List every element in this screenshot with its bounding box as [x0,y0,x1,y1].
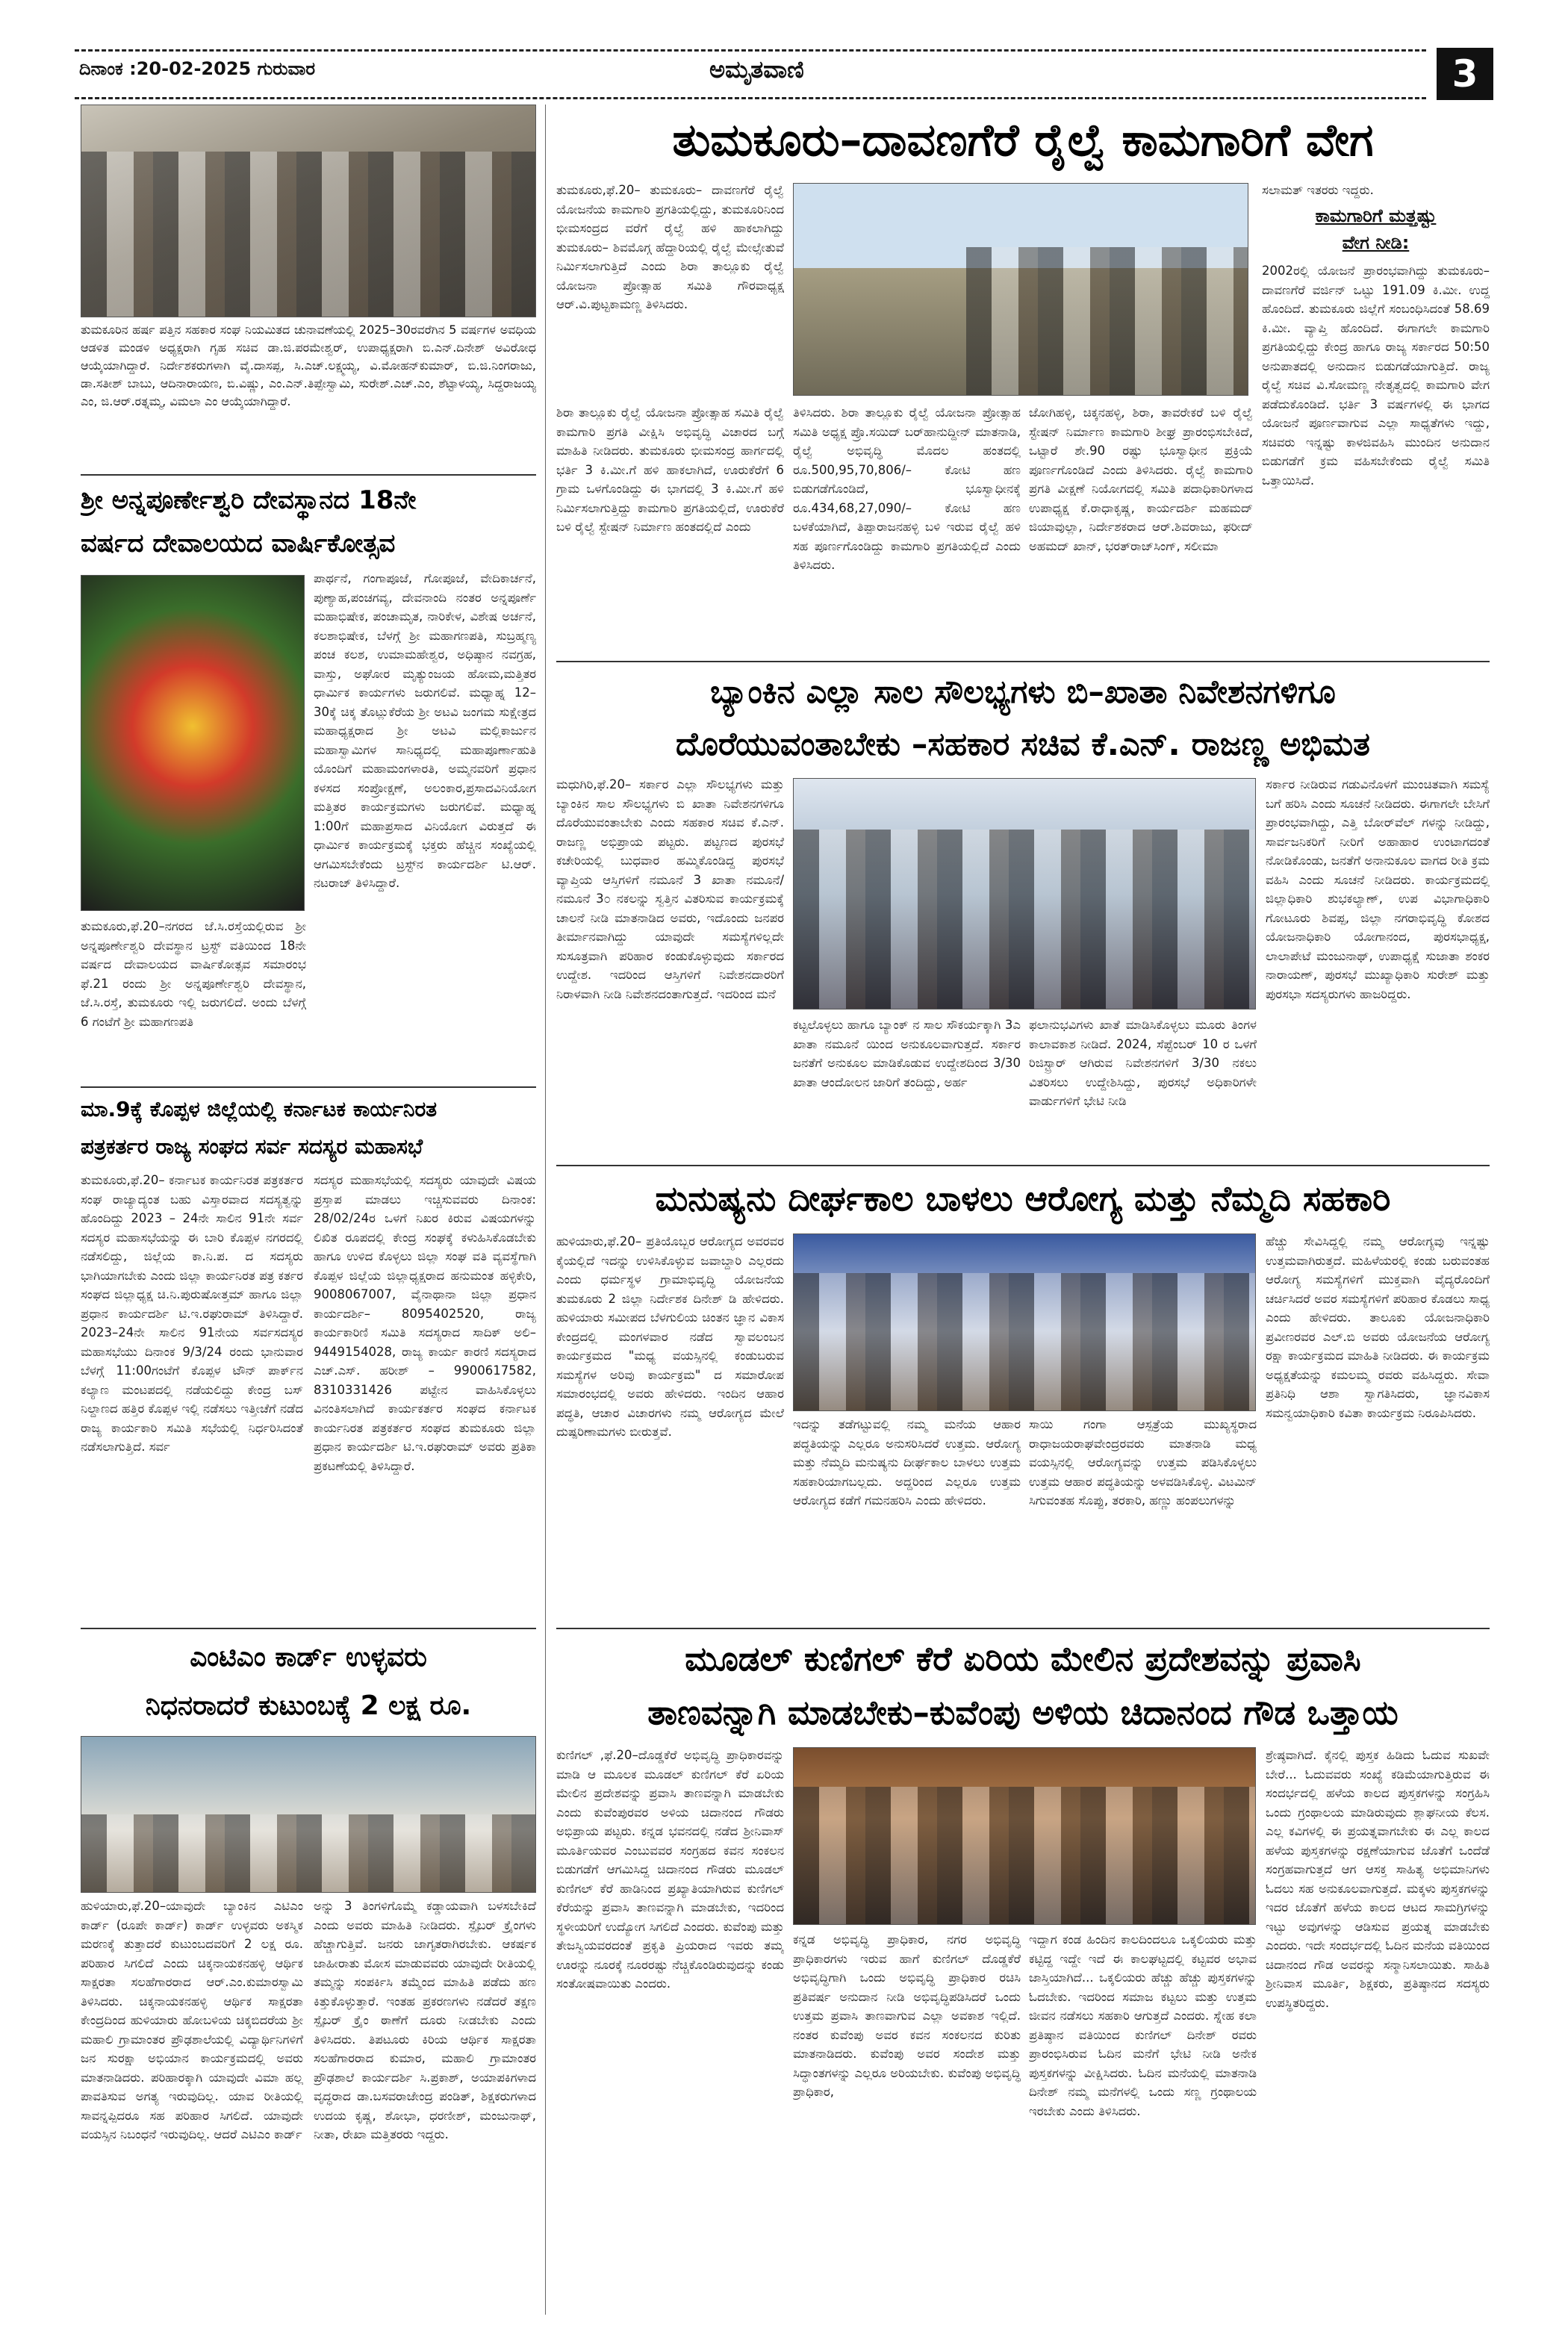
journalists-body-right: ಸದಸ್ಯರ ಮಹಾಸಭೆಯಲ್ಲಿ ಸದಸ್ಯರು ಯಾವುದೇ ವಿಷಯ ಪ್ರಸ್ತಾಪ ಮಾಡಲು ಇಚ್ಚಿಸುವವರು ದಿನಾಂಕ: 28/02/24ರ ಒಳಗೆ ನಿಖರ ಕಿರುವ ವಿಷಯಗಳನ್ನು ಲಿಖಿತ ರೂಪದಲ್ಲಿ ಕೇಂದ್ರ ಸಂಘಕ್ಕೆ ಕಳುಹಿಸಿಕೊಡಬೇಕು ಹಾಗೂ ಉಳಿದ ಕೊಳ್ಳಲು ಜಿಲ್ಲಾ ಸಂಘ ವತಿ ವ್ಯವಸ್ಥೆಗಾಗಿ ಕೊಪ್ಪಳ ಜಿಲ್ಲೆಯ ಜಿಲ್ಲಾಧ್ಯಕ್ಷರಾದ ಹನುಮಂತ ಹಳ್ಳಿಕೇರಿ, 9008067007, ವೈನಾಥಾನಾ ಜಿಲ್ಲಾ ಪ್ರಧಾನ ಕಾರ್ಯದರ್ಶಿ– 8095402520, ರಾಜ್ಯ ಕಾರ್ಯಕಾರಿಣಿ ಸಮಿತಿ ಸದಸ್ಯರಾದ ಸಾದಿಕ್ ಅಲಿ– 9449154028, ರಾಜ್ಯ ಕಾರ್ಯ ಕಾರಣಿ ಸದಸ್ಯರಾದ ಎಚ್.ಎಸ್. ಹರೀಶ್ – 9900617582, 8310331426 ಪಟ್ಟೇನ ವಾಹಿಸಿಕೊಳ್ಳಲು ವಿನಂತಿಸಲಾಗಿದೆ ಕಾರ್ಯಕರ್ತರ ಸಂಘದ ಕರ್ನಾಟಕ ಕಾರ್ಯನಿರತ ಪತ್ರಕರ್ತರ ಸಂಘದ ತುಮಕೂರು ಜಿಲ್ಲಾ ಪ್ರಧಾನ ಕಾರ್ಯದರ್ಶಿ ಟಿ.ಇ.ರಘುರಾಮ್ ಅವರು ಪ್ರತಿಕಾ ಪ್ರಕಟಣೆಯಲ್ಲಿ ತಿಳಿಸಿದ್ದಾರೆ. [314,1173,536,1473]
kunigal-headline-line2: ತಾಣವನ್ನಾಗಿ ಮಾಡಬೇಕು–ಕುವೆಂಪು ಅಳಿಯ ಚಿದಾನಂದ ಗೌಡ ಒತ್ತಾಯ [647,1693,1399,1732]
divider [81,1628,536,1629]
divider [556,1165,1490,1166]
bank-col1: ಮಧುಗಿರಿ,ಫೆ.20– ಸರ್ಕಾರ ಎಲ್ಲಾ ಸೌಲಭ್ಯಗಳು ಮತ್ತು ಬ್ಯಾಂಕಿನ ಸಾಲ ಸೌಲಭ್ಯಗಳು ಬಿ ಖಾತಾ ನಿವೇಶನಗಳಿಗೂ ದೊರೆಯುವಂತಾಬೇಕು ಎಂದು ಸಹಕಾರ ಸಚಿವ ಕೆ.ಎನ್. ರಾಜಣ್ಣ ಅಭಿಪ್ರಾಯ ಪಟ್ಟರು. ಪಟ್ಟಣದ ಪುರಸಭೆ ಕಚೇರಿಯಲ್ಲಿ ಬುಧವಾರ ಹಮ್ಮಿಕೊಂಡಿದ್ದ ಪುರಸಭೆ ವ್ಯಾಪ್ತಿಯ ಆಸ್ತಿಗಳಿಗೆ ನಮೂನೆ 3 ಖಾತಾ ನಮೂನೆ/ ನಮೂನೆ 3೦ ನಕಲನ್ನು ಸ್ವತ್ತಿನ ವಿತರಿಸುವ ಕಾರ್ಯಕ್ರಮಕ್ಕೆ ಚಾಲನೆ ನೀಡಿ ಮಾತನಾಡಿದ ಅವರು, ಇದೊಂದು ಜನಪರ ತೀರ್ಮಾನವಾಗಿದ್ದು ಯಾವುದೇ ಸಮಸ್ಯೆಗಳಿಲ್ಲದೇ ಸುಸೂತ್ರವಾಗಿ ಪರಿಹಾರ ಕಂಡುಕೊಳ್ಳುವುದು ಸರ್ಕಾರದ ಉದ್ದೇಶ. ಇದರಿಂದ ಆಸ್ತಿಗಳಿಗೆ ನಿವೇಶನದಾರರಿಗೆ ನಿರಾಳವಾಗಿ ನೀಡಿ ನಿವೇಶನದಂತಾಗುತ್ತದೆ. ಇದರಿಂದ ಮನೆ [556,777,784,1001]
bank-col4: ಸರ್ಕಾರ ನೀಡಿರುವ ಗಡುವಿನೊಳಗೆ ಮುಂಚಿತವಾಗಿ ಸಮಸ್ಯೆ ಬಗೆ ಹರಿಸಿ ಎಂದು ಸೂಚನೆ ನೀಡಿದರು. ಈಗಾಗಲೇ ಬೇಸಿಗೆ ಪ್ರಾರಂಭವಾಗಿದ್ದು, ಎತ್ತಿ ಬೋರ್‌ವೆಲ್ ಗಳನ್ನು ನೀಡಿದ್ದು, ಸಾರ್ವಜನಿಕರಿಗೆ ನೀರಿಗೆ ಅಹಾಹಾರ ಉಂಟಾಗದಂತೆ ನೋಡಿಕೊಂಡು, ಜನತೆಗೆ ಅನಾನುಕೂಲ ವಾಗದ ರೀತಿ ಕ್ರಮ ವಹಿಸಿ ಎಂದು ಸೂಚನೆ ನೀಡಿದರು. ಕಾರ್ಯಕ್ರಮದಲ್ಲಿ ಜಿಲ್ಲಾಧಿಕಾರಿ ಶುಭಕಲ್ಯಾಣ್, ಉಪ ವಿಭಾಗಾಧಿಕಾರಿ ಗೋಟೂರು ಶಿವಪ್ಪ, ಜಿಲ್ಲಾ ನಗರಾಭಿವೃದ್ಧಿ ಕೋಶದ ಯೋಜನಾಧಿಕಾರಿ ಯೋಗಾನಂದ, ಪುರಸಭಾಧ್ಯಕ್ಷ, ಲಾಲಾಪೇಟೆ ಮಂಜುನಾಥ್, ಉಪಾಧ್ಯಕ್ಷೆ ಸುಜಾತಾ ಶಂಕರ ನಾರಾಯಣ್, ಪುರಸಭೆ ಮುಖ್ಯಾಧಿಕಾರಿ ಸುರೇಶ್ ಮತ್ತು ಪುರಸಭಾ ಸದಸ್ಯರುಗಳು ಹಾಜರಿದ್ದರು. [1266,777,1490,1001]
railway-headline: ತುಮಕೂರು–ದಾವಣಗೆರೆ ರೈಲ್ವೆ ಕಾಮಗಾರಿಗೆ ವೇಗ [672,114,1374,167]
newspaper-title: ಅಮೃತವಾಣಿ [709,55,804,84]
temple-headline-line2: ವರ್ಷದ ದೇವಾಲಯದ ವಾರ್ಷಿಕೋತ್ಸವ [81,529,396,559]
bank-headline-line2: ದೊರೆಯುವಂತಾಬೇಕು –ಸಹಕಾರ ಸಚಿವ ಕೆ.ಎನ್. ರಾಜಣ್ಣ ಅಭಿಮತ [676,726,1370,763]
atm-headline-line1: ಎಂಟಿಎಂ ಕಾರ್ಡ್ ಉಳ್ಳವರು [190,1642,427,1673]
atm-awareness-photo [81,1736,536,1893]
atm-headline-line2: ನಿಧನರಾದರೆ ಕುಟುಂಬಕ್ಕೆ 2 ಲಕ್ಷ ರೂ. [145,1690,472,1721]
masthead [75,45,1493,105]
kunigal-col1b: ಕನ್ನಡ ಅಭಿವೃದ್ಧಿ ಪ್ರಾಧಿಕಾರ, ನಗರ ಅಭಿವೃದ್ಧಿ ಪ್ರಾಧಿಕಾರಗಳು ಇರುವ ಹಾಗೆ ಕುಣಿಗಲ್ ದೊಡ್ಡಕೆರೆ ಅಭಿವೃದ್ಧಿಗಾಗಿ ಒಂದು ಅಭಿವೃದ್ಧಿ ಪ್ರಾಧಿಕಾರ ರಚಿಸಿ ಪ್ರತಿವರ್ಷ ಅನುದಾನ ನೀಡಿ ಅಭಿವೃದ್ಧಿಪಡಿಸಿದರೆ ಒಂದು ಉತ್ತಮ ಪ್ರವಾಸಿ ತಾಣವಾಗುವ ಎಲ್ಲಾ ಅವಕಾಶ ಇಲ್ಲಿದೆ. ನಂತರ ಕುವೆಂಪು ಅವರ ಕವನ ಸಂಕಲನದ ಕುರಿತು ಮಾತನಾಡಿದರು. ಕುವೆಂಪು ಅವರ ಸಂದೇಶ ಮತ್ತು ಸಿದ್ಧಾಂತಗಳನ್ನು ಎಲ್ಲರೂ ಅರಿಯಬೇಕು. ಕುವೆಂಪು ಅಭಿವೃದ್ಧಿ ಪ್ರಾಧಿಕಾರ, [793,1932,1021,2099]
masthead-bottom-rule [75,97,1426,99]
railway-col3: ಜೋಗಿಹಳ್ಳಿ, ಚಿಕ್ಕನಹಳ್ಳಿ, ಶಿರಾ, ತಾವರೇಕರೆ ಬಳಿ ರೈಲ್ವೆ ಸ್ಟೇಷನ್ ನಿರ್ಮಾಣ ಕಾಮಗಾರಿ ಶೀಘ್ರ ಪ್ರಾರಂಭಿಸಬೇಕಿದೆ, ಒಟ್ಟಾರೆ ಶೇ.90 ರಷ್ಟು ಭೂಸ್ವಾಧೀನ ಪ್ರಕ್ರಿಯೆ ಪೂರ್ಣಗೊಂಡಿದೆ ಎಂದು ತಿಳಿಸಿದರು. ರೈಲ್ವೆ ಕಾಮಗಾರಿ ಪ್ರಗತಿ ವೀಕ್ಷಣೆ ನಿಯೋಗದಲ್ಲಿ ಸಮಿತಿ ಪದಾಧಿಕಾರಿಗಳಾದ ಉಪಾಧ್ಯಕ್ಷ ಕೆ.ರಾಧಾಕೃಷ್ಣ, ಕಾರ್ಯದರ್ಶಿ ಮಹಮದ್ ಜಿಯಾವುಲ್ಲಾ, ನಿರ್ದೇಶಕರಾದ ಆರ್.ಶಿವರಾಜು, ಫರೀದ್ ಅಹಮದ್ ಖಾನ್, ಭರತ್‌ರಾಜ್‌ಸಿಂಗ್, ಸಲೀಮಾ [1029,405,1253,553]
cooperative-election-photo [81,105,536,317]
page-number: 3 [1437,48,1493,100]
bank-col3: ಫಲಾನುಭವಿಗಳು ಖಾತೆ ಮಾಡಿಸಿಕೊಳ್ಳಲು ಮೂರು ತಿಂಗಳ ಕಾಲಾವಕಾಶ ನೀಡಿದೆ. 2024, ಸೆಪ್ಟೆಂಬರ್ 10 ರ ಒಳಗೆ ರಿಜಿಸ್ಟ್ರಾರ್ ಆಗಿರುವ ನಿವೇಶನಗಳಿಗೆ 3/30 ನಕಲು ವಿತರಿಸಲು ಉದ್ದೇಶಿಸಿದ್ದು, ಪುರಸಭೆ ಅಧಿಕಾರಿಗಳೇ ವಾರ್ಡುಗಳಿಗೆ ಭೇಟಿ ನೀಡಿ [1029,1018,1257,1108]
railway-col4: 2002ರಲ್ಲಿ ಯೋಜನೆ ಪ್ರಾರಂಭವಾಗಿದ್ದು ತುಮಕೂರು– ದಾವಣಗೆರೆ ವರ್ಜಿನ್ ಒಟ್ಟು 191.09 ಕಿ.ಮೀ. ಉದ್ದ ಹೊಂದಿದೆ. ತುಮಕೂರು ಜಿಲ್ಲೆಗೆ ಸಂಬಂಧಿಸಿದಂತೆ 58.69 ಕಿ.ಮೀ. ವ್ಯಾಪ್ತಿ ಹೊಂದಿದೆ. ಈಗಾಗಲೇ ಕಾಮಗಾರಿ ಪ್ರಗತಿಯಲ್ಲಿದ್ದು ಕೇಂದ್ರ ಹಾಗೂ ರಾಜ್ಯ ಸರ್ಕಾರದ 50:50 ಅನುಪಾತದಲ್ಲಿ ಅನುದಾನ ಬಿಡುಗಡೆಯಾಗುತ್ತಿದೆ. ರಾಜ್ಯ ರೈಲ್ವೆ ಸಚಿವ ವಿ.ಸೋಮಣ್ಣ ನೇತೃತ್ವದಲ್ಲಿ ಕಾಮಗಾರಿ ವೇಗ ಪಡೆದುಕೊಂಡಿದೆ. ಭರ್ತಿ 3 ವರ್ಷಗಳಲ್ಲಿ ಈ ಭಾಗದ ಯೋಜನೆ ಪೂರ್ಣವಾಗುವ ಎಲ್ಲಾ ಸಾಧ್ಯತೆಗಳು ಇದ್ದು, ಸಚಿವರು ಇನ್ನಷ್ಟು ಕಾಳಜಿವಹಿಸಿ ಮುಂದಿನ ಅನುದಾನ ಬಿಡುಗಡೆಗೆ ಕ್ರಮ ವಹಿಸಬೇಕೆಂದು ರೈಲ್ವೆ ಸಮಿತಿ ಒತ್ತಾಯಿಸಿದೆ. [1262,264,1490,488]
temple-body-right: ಪಾರ್ಥನೆ, ಗಂಗಾಪೂಜೆ, ಗೋಪೂಜೆ, ವೇದಿಕಾರ್ಚನೆ, ಪುಣ್ಯಾಹ,ಪಂಚಗವ್ಯ, ದೇವನಾಂದಿ ನಂತರ ಅನ್ನಪೂರ್ಣೆ ಮಹಾಭಿಷೇಕ, ಪಂಚಾಮೃತ, ನಾರಿಕೇಳ, ವಿಶೇಷ ಅರ್ಚನೆ, ಕಲಶಾಭಿಷೇಕ, ಬೆಳಗ್ಗೆ ಶ್ರೀ ಮಹಾಗಣಪತಿ, ಸುಬ್ರಹ್ಮಣ್ಯ ಪಂಚ ಕಲಶ, ಉಮಾಮಹೇಶ್ವರ, ಅಧಿಷ್ಠಾನ ನವಗ್ರಹ, ವಾಸ್ತು, ಅಘೋರ ಮೃತ್ಯುಂಜಯ ಹೋಮ,ಮತ್ತಿತರ ಧಾರ್ಮಿಕ ಕಾರ್ಯಗಳು ಜರುಗಲಿವೆ. ಮಧ್ಯಾಹ್ನ 12–30ಕ್ಕೆ ಚಿಕ್ಕ ತೊಟ್ಲುಕೆರೆಯ ಶ್ರೀ ಅಟವಿ ಜಂಗಮ ಸುಕ್ಷೇತ್ರದ ಮಹಾಧ್ಯಕ್ಷರಾದ ಶ್ರೀ ಅಟವಿ ಮಲ್ಲಿಕಾರ್ಜುನ ಮಹಾಸ್ವಾಮಿಗಳ ಸಾನಿಧ್ಯದಲ್ಲಿ ಮಹಾಪೂರ್ಣಾಹುತಿ ಯೊಂದಿಗೆ ಮಹಾಮಂಗಳಾರತಿ, ಅಮ್ಮನವರಿಗೆ ಪ್ರಧಾನ ಕಳಸದ ಸಂಪ್ರೋಕ್ಷಣೆ, ಅಲಂಕಾರ,ಪ್ರಸಾದವಿನಿಯೋಗ ಮತ್ತಿತರ ಕಾರ್ಯಕ್ರಮಗಳು ಜರುಗಲಿವೆ. ಮಧ್ಯಾಹ್ನ 1:00ಗೆ ಮಹಾಪ್ರಸಾದ ವಿನಿಯೋಗ ವಿರುತ್ತದೆ ಈ ಧಾರ್ಮಿಕ ಕಾರ್ಯಕ್ರಮಕ್ಕೆ ಭಕ್ತರು ಹೆಚ್ಚಿನ ಸಂಖ್ಯೆಯಲ್ಲಿ ಆಗಮಿಸಬೇಕೆಂದು ಟ್ರಸ್ಟ್‌ನ ಕಾರ್ಯದರ್ಶಿ ಟಿ.ಆರ್. ನಟರಾಜ್ ತಿಳಿಸಿದ್ದಾರೆ. [314,571,536,890]
railway-col4-top: ಸಲಾಮತ್ ಇತರರು ಇದ್ದರು. [1262,183,1374,197]
divider [556,661,1490,662]
journalists-headline-line2: ಪತ್ರಕರ್ತರ ರಾಜ್ಯ ಸಂಘದ ಸರ್ವ ಸದಸ್ಯರ ಮಹಾಸಭೆ [81,1134,423,1159]
health-headline: ಮನುಷ್ಯನು ದೀರ್ಘಕಾಲ ಬಾಳಲು ಆರೋಗ್ಯ ಮತ್ತು ನೆಮ್ಮದಿ ಸಹಕಾರಿ [655,1178,1391,1219]
masthead-top-rule [75,49,1426,52]
kunigal-headline-line1: ಮೂಡಲ್ ಕುಣಿಗಲ್ ಕೆರೆ ಏರಿಯ ಮೇಲಿನ ಪ್ರದೇಶವನ್ನು ಪ್ರವಾಸಿ [685,1639,1361,1679]
journalists-headline-line1: ಮಾ.9ಕ್ಕೆ ಕೊಪ್ಪಳ ಜಿಲ್ಲೆಯಲ್ಲಿ ಕರ್ನಾಟಕ ಕಾರ್ಯನಿರತ [81,1097,438,1121]
temple-headline-line1: ಶ್ರೀ ಅನ್ನಪೂರ್ಣೇಶ್ವರಿ ದೇವಸ್ಥಾನದ 18ನೇ [81,485,417,515]
divider [81,474,536,476]
health-col3: ಸಾಯಿ ಗಂಗಾ ಆಸ್ಪತ್ರೆಯ ಮುಖ್ಯಸ್ಥರಾದ ರಾಧಾಜಯರಾಘವೇಂದ್ರರವರು ಮಾತನಾಡಿ ಮಧ್ಯ ವಯಸ್ಸಿನಲ್ಲಿ ಆರೋಗ್ಯವನ್ನು ಉತ್ತಮ ಪಡಿಸಿಕೊಳ್ಳಲು ಉತ್ತಮ ಆಹಾರ ಪದ್ಧತಿಯನ್ನು ಅಳವಡಿಸಿಕೊಳ್ಳಿ. ವಿಟಮಿನ್ ಸಿಗುವಂತಹ ಸೊಪ್ಪು, ತರಕಾರಿ, ಹಣ್ಣು ಹಂಪಲುಗಳನ್ನು [1029,1417,1257,1508]
journalists-body-left: ತುಮಕೂರು,ಫೆ.20– ಕರ್ನಾಟಕ ಕಾರ್ಯನಿರತ ಪತ್ರಕರ್ತರ ಸಂಘ ರಾಜ್ಯಾದ್ಯಂತ ಬಹು ವಿಸ್ತಾರವಾದ ಸದಸ್ಯತ್ವನ್ನು ಹೊಂದಿದ್ದು 2023 – 24ನೇ ಸಾಲಿನ 91ನೇ ಸರ್ವ ಸದಸ್ಯರ ಮಹಾಸಭೆಯನ್ನು ಈ ಬಾರಿ ಕೊಪ್ಪಳ ನಗರದಲ್ಲಿ ನಡೆಸಲಿದ್ದು, ಜಿಲ್ಲೆಯ ಕಾ.ನಿ.ಪ. ದ ಸದಸ್ಯರು ಭಾಗಿಯಾಗಬೇಕು ಎಂದು ಜಿಲ್ಲಾ ಕಾರ್ಯನಿರತ ಪತ್ರ ಕರ್ತರ ಸಂಘದ ಜಿಲ್ಲಾಧ್ಯಕ್ಷ ಚಿ.ನಿ.ಪುರುಷೋತ್ತಮ್ ಹಾಗೂ ಜಿಲ್ಲಾ ಪ್ರಧಾನ ಕಾರ್ಯದರ್ಶಿ ಟಿ.ಇ.ರಘುರಾಮ್ ತಿಳಿಸಿದ್ದಾರೆ. 2023–24ನೇ ಸಾಲಿನ 91ನೇಯ ಸರ್ವಸದಸ್ಯರ ಮಹಾಸಭೆಯು ದಿನಾಂಕ 9/3/24 ರಂದು ಭಾನುವಾರ ಬೆಳಗ್ಗೆ 11:00ಗಂಟೆಗೆ ಕೊಪ್ಪಳ ಟೌನ್ ಪಾರ್ಕ್‌ನ ಕಲ್ಯಾಣ ಮಂಟಪದಲ್ಲಿ ನಡೆಯಲಿದ್ದು ಕೇಂದ್ರ ಬಸ್ ನಿಲ್ದಾಣದ ಹತ್ತಿರ ಕೊಪ್ಪಳ ಇಲ್ಲಿ ನಡೆಸಲು ಇತ್ತೀಚೆಗೆ ನಡೆದ ರಾಜ್ಯ ಕಾರ್ಯಕಾರಿ ಸಮಿತಿ ಸಭೆಯಲ್ಲಿ ನಿರ್ಧರಿಸಿದಂತೆ ನಡೆಸಲಾಗುತ್ತಿದೆ. ಸರ್ವ [81,1173,303,1454]
kunigal-col3: ಶ್ರೇಷ್ಠವಾಗಿದೆ. ಕೈನಲ್ಲಿ ಪುಸ್ತಕ ಹಿಡಿದು ಓದುವ ಸುಖವೇ ಬೇರೆ... ಓದುವವರು ಸಂಖ್ಯೆ ಕಡಿಮೆಯಾಗುತ್ತಿರುವ ಈ ಸಂದರ್ಭದಲ್ಲಿ ಹಳೆಯ ಕಾಲದ ಪುಸ್ತಕಗಳನ್ನು ಸಂಗ್ರಹಿಸಿ ಒಂದು ಗ್ರಂಥಾಲಯ ಮಾಡಿರುವುದು ಶ್ಲಾಘನೀಯ ಕೆಲಸ. ಎಲ್ಲ ಕವಿಗಳಲ್ಲಿ ಈ ಪ್ರಯತ್ನವಾಗಬೇಕು ಈ ಎಲ್ಲ ಕಾಲದ ಹಳೆಯ ಪುಸ್ತಕಗಳನ್ನು ರಕ್ಷಣೆಯಾಗುವ ಜೊತೆಗೆ ಒಂದೆಡೆ ಸಂಗ್ರಹವಾಗುತ್ತದೆ ಆಗ ಆಸಕ್ತ ಸಾಹಿತ್ಯ ಅಭಿಮಾನಿಗಳು ಓದಲು ಸಹ ಅನುಕೂಲವಾಗುತ್ತದೆ. ಮಕ್ಕಳು ಪುಸ್ತಕಗಳನ್ನು ಇದರ ಜೊತೆಗೆ ಹಳೆಯ ಕಾಲದ ಆಟದ ಸಾಮಗ್ರಿಗಳನ್ನು ಇಟ್ಟು ಅವುಗಳನ್ನು ಆಡಿಸುವ ಪ್ರಯತ್ನ ಮಾಡಬೇಕು ಎಂದರು. ಇದೇ ಸಂದರ್ಭದಲ್ಲಿ ಓದಿನ ಮನೆಯ ವತಿಯಿಂದ ಚಿದಾನಂದ ಗೌಡ ಅವರನ್ನು ಸನ್ಮಾನಿಸಲಾಯಿತು. ಸಾಹಿತಿ ಶ್ರೀನಿವಾಸ ಮೂರ್ತಿ, ಶಿಕ್ಷಕರು, ಪ್ರತಿಷ್ಠಾನದ ಸದಸ್ಯರು ಉಪಸ್ಥಿತರಿದ್ದರು. [1266,1748,1490,2010]
health-program-photo [793,1233,1256,1411]
railway-col2: ತಿಳಿಸಿದರು. ಶಿರಾ ತಾಲ್ಲೂಕು ರೈಲ್ವೆ ಯೋಜನಾ ಪ್ರೋತ್ಸಾಹ ಸಮಿತಿ ಅಧ್ಯಕ್ಷ ಪ್ರೊ.ಸಯಿದ್ ಬರ್‌ಹಾನುದ್ದೀನ್ ಮಾತನಾಡಿ, ರೈಲ್ವೆ ಅಭಿವೃದ್ಧಿ ಮೊದಲ ಹಂತದಲ್ಲಿ ರೂ.500,95,70,806/– ಕೋಟಿ ಹಣ ಬಿಡುಗಡೆಗೊಂಡಿದೆ, ಭೂಸ್ವಾಧೀನಕ್ಕೆ ರೂ.434,68,27,090/– ಕೋಟಿ ಹಣ ಬಳಕೆಯಾಗಿದೆ, ತಿಪ್ಪಾರಾಜನಹಳ್ಳಿ ಬಳಿ ಇರುವ ರೈಲ್ವೆ ಹಳಿ ಸಹ ಪೂರ್ಣಗೊಂಡಿದ್ದು ಕಾಮಗಾರಿ ಪ್ರಗತಿಯಲ್ಲಿದೆ ಎಂದು ತಿಳಿಸಿದರು. [793,405,1021,572]
health-col2: ಇದನ್ನು ತಡೆಗಟ್ಟುವಲ್ಲಿ ನಮ್ಮ ಮನೆಯ ಆಹಾರ ಪದ್ಧತಿಯನ್ನು ಎಲ್ಲರೂ ಅನುಸರಿಸಿದರೆ ಉತ್ತಮ. ಆರೋಗ್ಯ ಮತ್ತು ನೆಮ್ಮದಿ ಮನುಷ್ಯನು ದೀರ್ಘಕಾಲ ಬಾಳಲು ಉತ್ತಮ ಸಹಕಾರಿಯಾಗಬಲ್ಲದು. ಅದ್ದರಿಂದ ಎಲ್ಲರೂ ಉತ್ತಮ ಆರೋಗ್ಯದ ಕಡೆಗೆ ಗಮನಹರಿಸಿ ಎಂದು ಹೇಳಿದರು. [793,1417,1021,1508]
temple-deity-photo [81,575,305,911]
bank-headline-line1: ಬ್ಯಾಂಕಿನ ಎಲ್ಲಾ ಸಾಲ ಸೌಲಭ್ಯಗಳು ಬಿ–ಖಾತಾ ನಿವೇಶನಗಳಿಗೂ [710,673,1336,711]
column-separator [545,105,546,2315]
bank-col2: ಕಟ್ಟಲೊಳ್ಳಲು ಹಾಗೂ ಬ್ಯಾಂಕ್ ನ ಸಾಲ ಸೌಕರ್ಯಕ್ಕಾಗಿ 3ಎ ಖಾತಾ ನಮೂನೆ ಯಿಂದ ಅನುಕೂಲವಾಗುತ್ತದೆ. ಸರ್ಕಾರ ಜನತೆಗೆ ಅನುಕೂಲ ಮಾಡಿಕೊಡುವ ಉದ್ದೇಶದಿಂದ 3/30 ಖಾತಾ ಆಂದೋಲನ ಜಾರಿಗೆ ತಂದಿದ್ದು, ಅರ್ಹ [793,1018,1021,1089]
health-col4: ಹೆಚ್ಚು ಸೇವಿಸಿದ್ದಲ್ಲಿ ನಮ್ಮ ಆರೋಗ್ಯವು ಇನ್ನಷ್ಟು ಉತ್ತಮವಾಗಿರುತ್ತದೆ. ಮಹಿಳೆಯರಲ್ಲಿ ಕಂಡು ಬರುವಂತಹ ಆರೋಗ್ಯ ಸಮಸ್ಯೆಗಳಿಗೆ ಮುಕ್ತವಾಗಿ ವೈದ್ಯರೊಂದಿಗೆ ಚರ್ಚಿಸಿದರೆ ಅವರ ಸಮಸ್ಯೆಗಳಿಗೆ ಪರಿಹಾರ ಕೊಡಲು ಸಾಧ್ಯ ಎಂದು ಹೇಳಿದರು. ತಾಲೂಕು ಯೋಜನಾಧಿಕಾರಿ ಪ್ರವೀಣರವರ ಎಲ್.ಬಿ ಅವರು ಯೋಜನೆಯ ಆರೋಗ್ಯ ರಕ್ಷಾ ಕಾರ್ಯಕ್ರಮದ ಮಾಹಿತಿ ನೀಡಿದರು. ಈ ಕಾರ್ಯಕ್ರಮ ಅಧ್ಯಕ್ಷತೆಯನ್ನು ಕಮಲಮ್ಮ ರವರು ವಹಿಸಿದ್ದರು. ಸೇವಾ ಪ್ರತಿನಿಧಿ ಆಶಾ ಸ್ವಾಗತಿಸಿದರು, ಜ್ಞಾನವಿಕಾಸ ಸಮನ್ವಯಾಧಿಕಾರಿ ಕವಿತಾ ಕಾರ್ಯಕ್ರಮ ನಿರೂಪಿಸಿದರು. [1266,1234,1490,1420]
railway-inspection-photo [793,183,1248,396]
railway-subheading-line2: ವೇಗ ನೀಡಿ: [1342,232,1410,253]
cooperative-election-caption: ತುಮಕೂರಿನ ಹರ್ಷ ಪತ್ತಿನ ಸಹಕಾರ ಸಂಘ ನಿಯಮಿತದ ಚುನಾವಣೆಯಲ್ಲಿ 2025–30ರವರೆಗಿನ 5 ವರ್ಷಗಳ ಅವಧಿಯ ಆಡಳಿತ ಮಂಡಳಿ ಅಧ್ಯಕ್ಷರಾಗಿ ಗೃಹ ಸಚಿವ ಡಾ.ಜಿ.ಪರಮೇಶ್ವರ್, ಉಪಾಧ್ಯಕ್ಷರಾಗಿ ಬಿ.ಎನ್.ದಿನೇಶ್ ಅವಿರೋಧ ಆಯ್ಕೆಯಾಗಿದ್ದಾರೆ. ನಿರ್ದೇಶಕರುಗಳಾಗಿ ವೈ.ದಾಸಪ್ಪ, ಸಿ.ಎಚ್.ಲಕ್ಷ್ಮಯ್ಯ, ವಿ.ಮೋಹನ್‌ಕುಮಾರ್, ಬಿ.ಜಿ.ನಿಂಗರಾಜು, ಡಾ.ಸತೀಶ್ ಬಾಬು, ಆದಿನಾರಾಯಣ, ಬಿ.ವಿಷ್ಣು, ಎಂ.ಎನ್.ತಿಪ್ಪೇಸ್ವಾಮಿ, ಸುರೇಶ್.ಎಚ್.ಎಂ, ಶೆಟ್ಟಾಳಯ್ಯ, ಸಿದ್ದರಾಜಯ್ಯ ಎಂ, ಜಿ.ಆರ್.ರತ್ನಮ್ಮ, ವಿಮಲಾ ಎಂ ಆಯ್ಕೆಯಾಗಿದ್ದಾರೆ. [81,323,536,408]
railway-col1-top: ತುಮಕೂರು,ಫೆ.20– ತುಮಕೂರು– ದಾವಣಗೆರೆ ರೈಲ್ವೆ ಯೋಜನೆಯ ಕಾಮಗಾರಿ ಪ್ರಗತಿಯಲ್ಲಿದ್ದು, ತುಮಕೂರಿನಿಂದ ಭೀಮಸಂದ್ರದ ವರೆಗೆ ರೈಲ್ವೆ ಹಳಿ ಹಾಕಲಾಗಿದ್ದು ತುಮಕೂರು– ಶಿವಮೊಗ್ಗ ಹೆದ್ದಾರಿಯಲ್ಲಿ ರೈಲ್ವೆ ಮೇಲ್ಸೇತುವೆ ನಿರ್ಮಿಸಲಾಗುತ್ತಿದೆ ಎಂದು ಶಿರಾ ತಾಲ್ಲೂಕು ರೈಲ್ವೆ ಯೋಜನಾ ಪ್ರೋತ್ಸಾಹ ಸಮಿತಿ ಗೌರವಾಧ್ಯಕ್ಷ ಆರ್.ವಿ.ಪುಟ್ಟಕಾಮಣ್ಣ ತಿಳಿಸಿದರು. [556,183,784,311]
divider [556,1628,1490,1629]
railway-subheading-line1: ಕಾಮಗಾರಿಗೆ ಮತ್ತಷ್ಟು [1315,205,1437,226]
kunigal-library-photo [793,1747,1256,1925]
health-col1: ಹುಳಿಯಾರು,ಫೆ.20– ಪ್ರತಿಯೊಬ್ಬರ ಆರೋಗ್ಯದ ಅವರವರ ಕೈಯಲ್ಲಿದೆ ಇದನ್ನು ಉಳಿಸಿಕೊಳ್ಳುವ ಜವಾಬ್ದಾರಿ ಎಲ್ಲರದು ಎಂದು ಧರ್ಮಸ್ಥಳ ಗ್ರಾಮಾಭಿವೃದ್ಧಿ ಯೋಜನೆಯ ತುಮಕೂರು 2 ಜಿಲ್ಲಾ ನಿರ್ದೇಶಕ ದಿನೇಶ್ ಡಿ ಹೇಳಿದರು. ಹುಳಿಯಾರು ಸಮೀಪದ ಬೆಳಗುಲಿಯ ಚಿಂತನ ಜ್ಞಾನ ವಿಕಾಸ ಕೇಂದ್ರದಲ್ಲಿ ಮಂಗಳವಾರ ನಡೆದ ಸ್ವಾವಲಂಬನ ಕಾರ್ಯಕ್ರಮದ "ಮಧ್ಯ ವಯಸ್ಸಿನಲ್ಲಿ ಕಂಡುಬರುವ ಸಮಸ್ಯೆಗಳ ಅರಿವು ಕಾರ್ಯಕ್ರಮ" ದ ಸಮಾರೋಪ ಸಮಾರಂಭದಲ್ಲಿ ಅವರು ಹೇಳಿದರು. ಇಂದಿನ ಆಹಾರ ಪದ್ಧತಿ, ಆಚಾರ ವಿಚಾರಗಳು ನಮ್ಮ ಆರೋಗ್ಯದ ಮೇಲೆ ದುಷ್ಪರಿಣಾಮಗಳು ಬೀರುತ್ತವೆ. [556,1234,784,1439]
kunigal-col1: ಕುಣಿಗಲ್ ,ಫೆ.20–ದೊಡ್ಡಕೆರೆ ಅಭಿವೃದ್ಧಿ ಪ್ರಾಧಿಕಾರವನ್ನು ಮಾಡಿ ಆ ಮೂಲಕ ಮೂಡಲ್ ಕುಣಿಗಲ್ ಕೆರೆ ಏರಿಯ ಮೇಲಿನ ಪ್ರದೇಶವನ್ನು ಪ್ರವಾಸಿ ತಾಣವನ್ನಾಗಿ ಮಾಡಬೇಕು ಎಂದು ಕುವೆಂಪುರವರ ಅಳಿಯ ಚಿದಾನಂದ ಗೌಡರು ಅಭಿಪ್ರಾಯ ಪಟ್ಟರು. ಕನ್ನಡ ಭವನದಲ್ಲಿ ನಡೆದ ಶ್ರೀನಿವಾಸ್ ಮೂರ್ತಿಯವರ ಎಂಬುವವರ ಸಂಗ್ರಹದ ಕವನ ಸಂಕಲನ ಬಿಡುಗಡೆಗೆ ಆಗಮಿಸಿದ್ದ ಚಿದಾನಂದ ಗೌಡರು ಮೂಡಲ್ ಕುಣಿಗಲ್ ಕೆರೆ ಹಾಡಿನಿಂದ ಪ್ರಖ್ಯಾತಿಯಾಗಿರುವ ಕುಣಿಗಲ್ ಕೆರೆಯನ್ನು ಪ್ರವಾಸಿ ತಾಣವನ್ನಾಗಿ ಮಾಡಬೇಕು, ಇದರಿಂದ ಸ್ಥಳೀಯರಿಗೆ ಉದ್ಯೋಗ ಸಿಗಲಿದೆ ಎಂದರು. ಕುವೆಂಪು ಮತ್ತು ತೇಜಸ್ವಿಯವರದಂತೆ ಪ್ರಕೃತಿ ಪ್ರಿಯರಾದ ಇವರು ತಮ್ಮ ಊರನ್ನು ನೂರಕ್ಕೆ ನೂರರಷ್ಟು ನೆಚ್ಚಿಕೊಂಡಿರುವುದನ್ನು ಕಂಡು ಸಂತೋಷವಾಯಿತು ಎಂದರು. [556,1748,784,1991]
atm-body-left: ಹುಳಿಯಾರು,ಫೆ.20–ಯಾವುದೇ ಬ್ಯಾಂಕಿನ ಎಟಿಎಂ ಕಾರ್ಡ್ (ರೂಪೇ ಕಾರ್ಡ್) ಕಾರ್ಡ್ ಉಳ್ಳವರು ಅಕಸ್ಮಿಕ ಮರಣಕ್ಕೆ ತುತ್ತಾದರೆ ಕುಟುಂಬದವರಿಗೆ 2 ಲಕ್ಷ ರೂ. ಪರಿಹಾರ ಸಿಗಲಿದೆ ಎಂದು ಚಿಕ್ಕನಾಯಕನಹಳ್ಳಿ ಆರ್ಥಿಕ ಸಾಕ್ಷರತಾ ಸಲಹೆಗಾರರಾದ ಆರ್.ಎಂ.ಕುಮಾರಸ್ವಾಮಿ ತಿಳಿಸಿದರು. ಚಿಕ್ಕನಾಯಕನಹಳ್ಳಿ ಆರ್ಥಿಕ ಸಾಕ್ಷರತಾ ಕೇಂದ್ರದಿಂದ ಹುಳಿಯಾರು ಹೋಬಳಿಯ ಚಿಕ್ಕಬಿದರೆಯ ಶ್ರೀ ಮಹಾಲಿ ಗ್ರಾಮಾಂತರ ಪ್ರೌಢಶಾಲೆಯಲ್ಲಿ ವಿದ್ಯಾರ್ಥಿನಿಗಳಿಗೆ ಜನ ಸುರಕ್ಷಾ ಅಭಿಯಾನ ಕಾರ್ಯಕ್ರಮದಲ್ಲಿ ಅವರು ಮಾತನಾಡಿದರು. ಪರಿಹಾರಕ್ಕಾಗಿ ಯಾವುದೇ ವಿಮಾ ಹಲ್ಲ ಪಾವತಿಸುವ ಅಗತ್ಯ ಇರುವುದಿಲ್ಲ. ಯಾವ ರೀತಿಯಲ್ಲಿ ಸಾವನ್ನಪ್ಪಿದರೂ ಸಹ ಪರಿಹಾರ ಸಿಗಲಿದೆ. ಯಾವುದೇ ವಯಸ್ಸಿನ ನಿಬಂಧನೆ ಇರುವುದಿಲ್ಲ. ಆದರೆ ಎಟಿಎಂ ಕಾರ್ಡ್ [81,1899,303,2141]
issue-date: ದಿನಾಂಕ :20-02-2025 ಗುರುವಾರ [79,58,316,79]
railway-col1: ಶಿರಾ ತಾಲ್ಲೂಕು ರೈಲ್ವೆ ಯೋಜನಾ ಪ್ರೋತ್ಸಾಹ ಸಮಿತಿ ರೈಲ್ವೆ ಕಾಮಗಾರಿ ಪ್ರಗತಿ ವೀಕ್ಷಿಸಿ ಅಭಿವೃದ್ಧಿ ವಿಚಾರದ ಬಗ್ಗೆ ಮಾಹಿತಿ ನೀಡಿದರು. ತುಮಕೂರು ಭೀಮಸಂದ್ರ ಹಾರ್ಗದಲ್ಲಿ ಭರ್ತಿ 3 ಕಿ.ಮೀ.ಗೆ ಹಳಿ ಹಾಕಲಾಗಿದೆ, ಊರುಕೆರೆಗೆ 6 ಗ್ರಾಮ ಒಳಗೊಂಡಿದ್ದು ಈ ಭಾಗದಲ್ಲಿ 3 ಕಿ.ಮೀ.ಗೆ ಹಳಿ ನಿರ್ಮಿಸಲಾಗುತ್ತಿದ್ದು ಕಾಮಗಾರಿ ಪ್ರಗತಿಯಲ್ಲಿದೆ, ಊರುಕೆರೆ ಬಳಿ ರೈಲ್ವೆ ಸ್ಟೇಷನ್ ನಿರ್ಮಾಣ ಹಂತದಲ್ಲಿದೆ ಎಂದು [556,405,784,534]
atm-body-right: ಅನ್ನು 3 ತಿಂಗಳಿಗೊಮ್ಮೆ ಕಡ್ಡಾಯವಾಗಿ ಬಳಸಬೇಕಿದೆ ಎಂದು ಅವರು ಮಾಹಿತಿ ನೀಡಿದರು. ಸ್ಪೈಬರ್ ಕ್ರೈಂಗಳು ಹೆಚ್ಚಾಗುತ್ತಿವೆ. ಜನರು ಜಾಗೃತರಾಗಿರಬೇಕು. ಆಕರ್ಷಕ ಜಾಹೀರಾತು ಮೋಸ ಮಾಡುವವರು ಯಾವುದೇ ರೀತಿಯಲ್ಲಿ ತಮ್ಮನ್ನು ಸಂಪರ್ಕಿಸಿ ತಮ್ಮೆಂದ ಮಾಹಿತಿ ಪಡೆದು ಹಣ ಕಿತ್ತುಕೊಳ್ಳುತ್ತಾರೆ. ಇಂತಹ ಪ್ರಕರಣಗಳು ನಡೆದರೆ ತಕ್ಷಣ ಸ್ಪೈಬರ್ ಕ್ರೈಂ ಠಾಣೆಗೆ ದೂರು ನೀಡಬೇಕು ಎಂದು ತಿಳಿಸಿದರು. ತಿಪಟೂರು ಕಿರಿಯ ಆರ್ಥಿಕ ಸಾಕ್ಷರತಾ ಸಲಹೆಗಾರರಾದ ಕುಮಾರ, ಮಹಾಲಿ ಗ್ರಾಮಾಂತರ ಪ್ರೌಢಶಾಲೆ ಕಾರ್ಯದರ್ಶಿ ಸಿ.ಪ್ರಕಾಶ್, ಅಯಾಪಕಿಗಳಾದ ವೃದ್ಧರಾದ ಡಾ.ಬಸವರಾಜೇಂದ್ರ ಪಂಡಿತ್, ಶಿಕ್ಷಕರುಗಳಾದ ಉದಯ ಕೃಷ್ಣ, ಶೋಭಾ, ಧರಣೀಶ್, ಮಂಜುನಾಥ್, ನೀತಾ, ರೇಖಾ ಮತ್ತಿತರರು ಇದ್ದರು. [314,1899,536,2141]
temple-body-bottom: ತುಮಕೂರು,ಫೆ.20–ನಗರದ ಜೆ.ಸಿ.ರಸ್ತೆಯಲ್ಲಿರುವ ಶ್ರೀ ಅನ್ನಪೂರ್ಣೇಶ್ವರಿ ದೇವಸ್ಥಾನ ಟ್ರಸ್ಟ್ ವತಿಯಿಂದ 18ನೇ ವರ್ಷದ ದೇವಾಲಯದ ವಾರ್ಷಿಕೋತ್ಸವ ಸಮಾರಂಭ ಫೆ.21 ರಂದು ಶ್ರೀ ಅನ್ನಪೂರ್ಣೇಶ್ವರಿ ದೇವಸ್ಥಾನ, ಜೆ.ಸಿ.ರಸ್ತೆ, ತುಮಕೂರು ಇಲ್ಲಿ ಜರುಗಲಿದೆ. ಅಂದು ಬೆಳಗ್ಗೆ 6 ಗಂಟೆಗೆ ಶ್ರೀ ಮಹಾಗಣಪತಿ [81,919,306,1029]
bank-ceremony-photo [793,778,1256,1009]
divider [81,1086,536,1088]
kunigal-col2: ಇದ್ದಾಗ ಕಂಡ ಹಿಂದಿನ ಕಾಲದಿಂದಲೂ ಒಕ್ಕಲಿಯರು ಮತ್ತು ಕಟ್ಟಿದ್ದ ಇದ್ದೇ ಇದೆ ಈ ಕಾಲಘಟ್ಟದಲ್ಲಿ ಕಟ್ಟವರ ಅಭಾವ ಜಾಸ್ತಿಯಾಗಿದೆ... ಒಕ್ಕಲಿಯರು ಹೆಚ್ಚು ಹೆಚ್ಚು ಪುಸ್ತಕಗಳನ್ನು ಓದಬೇಕು. ಇದರಿಂದ ಸಮಾಜ ಕಟ್ಟಲು ಮತ್ತು ಉತ್ತಮ ಜೀವನ ನಡೆಸಲು ಸಹಕಾರಿ ಆಗುತ್ತದೆ ಎಂದರು. ಸ್ನೇಹ ಕಲಾ ಪ್ರತಿಷ್ಠಾನ ವತಿಯಿಂದ ಕುಣಿಗಲ್ ದಿನೇಶ್ ರವರು ಪ್ರಾರಂಭಿಸಿರುವ ಓದಿನ ಮನೆಗೆ ಭೇಟಿ ನೀಡಿ ಅನೇಕ ಪುಸ್ತಕಗಳನ್ನು ವೀಕ್ಷಿಸಿದರು. ಓದಿನ ಮನೆಯಲ್ಲಿ ಮಾತನಾಡಿ ದಿನೇಶ್ ನಮ್ಮ ಮನೆಗಳಲ್ಲಿ ಒಂದು ಸಣ್ಣ ಗ್ರಂಥಾಲಯ ಇರಬೇಕು ಎಂದು ತಿಳಿಸಿದರು. [1029,1932,1257,2118]
